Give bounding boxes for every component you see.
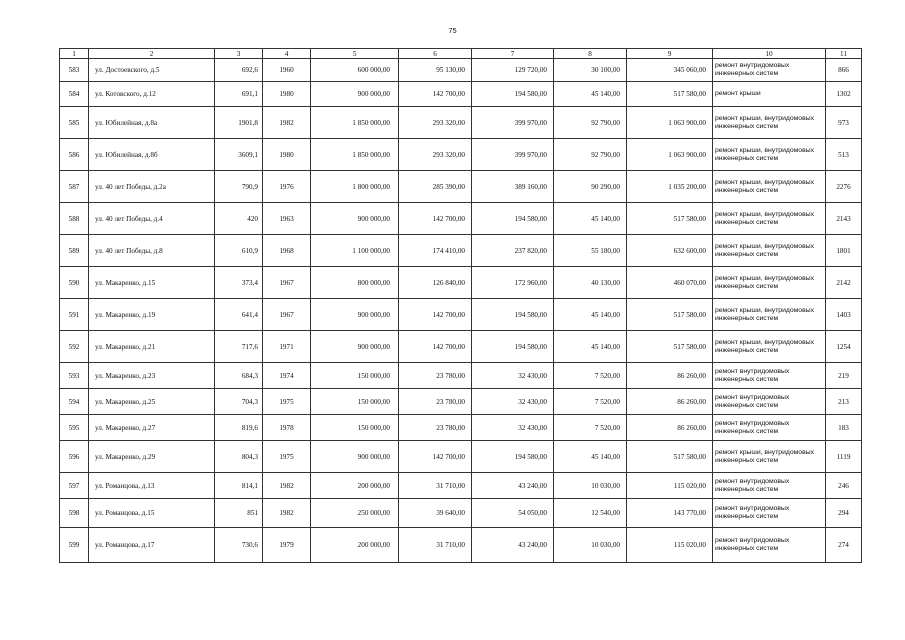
- area-cell: 730,6: [215, 528, 263, 563]
- row-number-cell: 597: [60, 473, 89, 499]
- owners-share-cell: 86 260,00: [627, 363, 713, 389]
- region-share-cell: 399 970,00: [472, 107, 554, 139]
- work-type-cell: ремонт внутридомовых инженерных систем: [713, 415, 826, 441]
- priority-cell: 2276: [826, 171, 862, 203]
- table-row: [60, 528, 862, 563]
- region-share-cell: 32 430,00: [472, 389, 554, 415]
- fund-share-cell: 142 700,00: [399, 203, 472, 235]
- region-share-cell: 129 720,00: [472, 59, 554, 82]
- year-cell: 1975: [263, 389, 311, 415]
- total-cost-cell: 900 000,00: [311, 441, 399, 473]
- work-type-cell: ремонт крыши, внутридомовых инженерных систем: [713, 331, 826, 363]
- fund-share-cell: 39 640,00: [399, 499, 472, 528]
- fund-share-cell: 23 780,00: [399, 415, 472, 441]
- table-row: [60, 267, 862, 299]
- municipal-share-cell: 30 100,00: [554, 59, 627, 82]
- address-cell: ул. Макаренко, д.23: [89, 363, 215, 389]
- priority-cell: 513: [826, 139, 862, 171]
- fund-share-cell: 174 410,00: [399, 235, 472, 267]
- municipal-share-cell: 90 290,00: [554, 171, 627, 203]
- work-type-cell: ремонт внутридомовых инженерных систем: [713, 528, 826, 563]
- area-cell: 804,3: [215, 441, 263, 473]
- total-cost-cell: 900 000,00: [311, 331, 399, 363]
- repair-table: [59, 48, 862, 563]
- work-type-cell: ремонт крыши, внутридомовых инженерных систем: [713, 171, 826, 203]
- address-cell: ул. Макаренко, д.21: [89, 331, 215, 363]
- owners-share-cell: 345 060,00: [627, 59, 713, 82]
- fund-share-cell: 23 780,00: [399, 363, 472, 389]
- total-cost-cell: 600 000,00: [311, 59, 399, 82]
- total-cost-cell: 1 850 000,00: [311, 139, 399, 171]
- fund-share-cell: 23 780,00: [399, 389, 472, 415]
- municipal-share-cell: 92 790,00: [554, 139, 627, 171]
- year-cell: 1967: [263, 299, 311, 331]
- year-cell: 1971: [263, 331, 311, 363]
- fund-share-cell: 142 700,00: [399, 441, 472, 473]
- row-number-cell: 592: [60, 331, 89, 363]
- address-cell: ул. Романцова, д.15: [89, 499, 215, 528]
- owners-share-cell: 86 260,00: [627, 415, 713, 441]
- work-type-cell: ремонт внутридомовых инженерных систем: [713, 389, 826, 415]
- area-cell: 814,1: [215, 473, 263, 499]
- year-cell: 1960: [263, 59, 311, 82]
- total-cost-cell: 900 000,00: [311, 82, 399, 107]
- table-row: [60, 363, 862, 389]
- total-cost-cell: 800 000,00: [311, 267, 399, 299]
- table-row: [60, 441, 862, 473]
- fund-share-cell: 126 840,00: [399, 267, 472, 299]
- area-cell: 819,6: [215, 415, 263, 441]
- owners-share-cell: 1 035 200,00: [627, 171, 713, 203]
- owners-share-cell: 143 770,00: [627, 499, 713, 528]
- owners-share-cell: 1 063 900,00: [627, 139, 713, 171]
- year-cell: 1980: [263, 139, 311, 171]
- table-row: [60, 499, 862, 528]
- column-number-header: 2: [89, 49, 215, 59]
- municipal-share-cell: 7 520,00: [554, 363, 627, 389]
- area-cell: 420: [215, 203, 263, 235]
- address-cell: ул. Макаренко, д.27: [89, 415, 215, 441]
- region-share-cell: 32 430,00: [472, 363, 554, 389]
- row-number-cell: 595: [60, 415, 89, 441]
- priority-cell: 246: [826, 473, 862, 499]
- fund-share-cell: 142 700,00: [399, 331, 472, 363]
- year-cell: 1978: [263, 415, 311, 441]
- total-cost-cell: 200 000,00: [311, 473, 399, 499]
- total-cost-cell: 150 000,00: [311, 415, 399, 441]
- work-type-cell: ремонт крыши, внутридомовых инженерных систем: [713, 235, 826, 267]
- fund-share-cell: 31 710,00: [399, 528, 472, 563]
- priority-cell: 1119: [826, 441, 862, 473]
- year-cell: 1975: [263, 441, 311, 473]
- priority-cell: 2142: [826, 267, 862, 299]
- column-number-header: 5: [311, 49, 399, 59]
- work-type-cell: ремонт внутридомовых инженерных систем: [713, 59, 826, 82]
- fund-share-cell: 293 320,00: [399, 139, 472, 171]
- year-cell: 1968: [263, 235, 311, 267]
- year-cell: 1982: [263, 499, 311, 528]
- work-type-cell: ремонт внутридомовых инженерных систем: [713, 363, 826, 389]
- owners-share-cell: 460 070,00: [627, 267, 713, 299]
- fund-share-cell: 293 320,00: [399, 107, 472, 139]
- region-share-cell: 194 580,00: [472, 203, 554, 235]
- region-share-cell: 389 160,00: [472, 171, 554, 203]
- table-row: [60, 415, 862, 441]
- municipal-share-cell: 45 140,00: [554, 82, 627, 107]
- priority-cell: 294: [826, 499, 862, 528]
- work-type-cell: ремонт крыши, внутридомовых инженерных систем: [713, 441, 826, 473]
- column-number-header: 9: [627, 49, 713, 59]
- row-number-cell: 596: [60, 441, 89, 473]
- priority-cell: 866: [826, 59, 862, 82]
- priority-cell: 973: [826, 107, 862, 139]
- year-cell: 1980: [263, 82, 311, 107]
- fund-share-cell: 31 710,00: [399, 473, 472, 499]
- address-cell: ул. Макаренко, д.19: [89, 299, 215, 331]
- row-number-cell: 589: [60, 235, 89, 267]
- header-row: [60, 49, 862, 59]
- region-share-cell: 237 820,00: [472, 235, 554, 267]
- area-cell: 790,9: [215, 171, 263, 203]
- fund-share-cell: 95 130,00: [399, 59, 472, 82]
- region-share-cell: 54 050,00: [472, 499, 554, 528]
- address-cell: ул. Макаренко, д.25: [89, 389, 215, 415]
- table-row: [60, 331, 862, 363]
- row-number-cell: 585: [60, 107, 89, 139]
- owners-share-cell: 517 580,00: [627, 331, 713, 363]
- year-cell: 1976: [263, 171, 311, 203]
- address-cell: ул. Романцова, д.17: [89, 528, 215, 563]
- total-cost-cell: 1 850 000,00: [311, 107, 399, 139]
- column-number-header: 6: [399, 49, 472, 59]
- work-type-cell: ремонт внутридомовых инженерных систем: [713, 499, 826, 528]
- municipal-share-cell: 12 540,00: [554, 499, 627, 528]
- row-number-cell: 598: [60, 499, 89, 528]
- table-row: [60, 171, 862, 203]
- total-cost-cell: 200 000,00: [311, 528, 399, 563]
- owners-share-cell: 517 580,00: [627, 299, 713, 331]
- priority-cell: 1254: [826, 331, 862, 363]
- address-cell: ул. Макаренко, д.15: [89, 267, 215, 299]
- year-cell: 1982: [263, 473, 311, 499]
- area-cell: 641,4: [215, 299, 263, 331]
- column-number-header: 10: [713, 49, 826, 59]
- row-number-cell: 586: [60, 139, 89, 171]
- area-cell: 373,4: [215, 267, 263, 299]
- priority-cell: 1801: [826, 235, 862, 267]
- priority-cell: 213: [826, 389, 862, 415]
- column-number-header: 7: [472, 49, 554, 59]
- area-cell: 692,6: [215, 59, 263, 82]
- owners-share-cell: 517 580,00: [627, 203, 713, 235]
- row-number-cell: 584: [60, 82, 89, 107]
- total-cost-cell: 150 000,00: [311, 389, 399, 415]
- owners-share-cell: 115 020,00: [627, 528, 713, 563]
- work-type-cell: ремонт крыши, внутридомовых инженерных систем: [713, 203, 826, 235]
- owners-share-cell: 1 063 900,00: [627, 107, 713, 139]
- area-cell: 717,6: [215, 331, 263, 363]
- table-row: [60, 139, 862, 171]
- total-cost-cell: 250 000,00: [311, 499, 399, 528]
- area-cell: 610,9: [215, 235, 263, 267]
- total-cost-cell: 150 000,00: [311, 363, 399, 389]
- address-cell: ул. 40 лет Победы, д.2а: [89, 171, 215, 203]
- area-cell: 691,1: [215, 82, 263, 107]
- owners-share-cell: 86 260,00: [627, 389, 713, 415]
- region-share-cell: 194 580,00: [472, 331, 554, 363]
- owners-share-cell: 517 580,00: [627, 82, 713, 107]
- address-cell: ул. Макаренко, д.29: [89, 441, 215, 473]
- work-type-cell: ремонт крыши, внутридомовых инженерных систем: [713, 267, 826, 299]
- row-number-cell: 590: [60, 267, 89, 299]
- column-number-header: 4: [263, 49, 311, 59]
- table-row: [60, 389, 862, 415]
- municipal-share-cell: 45 140,00: [554, 331, 627, 363]
- fund-share-cell: 285 390,00: [399, 171, 472, 203]
- municipal-share-cell: 40 130,00: [554, 267, 627, 299]
- year-cell: 1982: [263, 107, 311, 139]
- municipal-share-cell: 45 140,00: [554, 299, 627, 331]
- column-number-header: 1: [60, 49, 89, 59]
- area-cell: 851: [215, 499, 263, 528]
- column-number-header: 3: [215, 49, 263, 59]
- address-cell: ул. Юбилейная, д.8б: [89, 139, 215, 171]
- column-number-header: 8: [554, 49, 627, 59]
- work-type-cell: ремонт крыши: [713, 82, 826, 107]
- priority-cell: 274: [826, 528, 862, 563]
- area-cell: 3609,1: [215, 139, 263, 171]
- table-row: [60, 473, 862, 499]
- owners-share-cell: 115 020,00: [627, 473, 713, 499]
- total-cost-cell: 900 000,00: [311, 299, 399, 331]
- priority-cell: 2143: [826, 203, 862, 235]
- row-number-cell: 594: [60, 389, 89, 415]
- table-row: [60, 107, 862, 139]
- municipal-share-cell: 10 030,00: [554, 528, 627, 563]
- region-share-cell: 172 960,00: [472, 267, 554, 299]
- address-cell: ул. Достоевского, д.5: [89, 59, 215, 82]
- address-cell: ул. 40 лет Победы, д.8: [89, 235, 215, 267]
- table-row: [60, 82, 862, 107]
- region-share-cell: 194 580,00: [472, 441, 554, 473]
- area-cell: 1901,8: [215, 107, 263, 139]
- row-number-cell: 599: [60, 528, 89, 563]
- region-share-cell: 194 580,00: [472, 299, 554, 331]
- priority-cell: 1302: [826, 82, 862, 107]
- work-type-cell: ремонт крыши, внутридомовых инженерных систем: [713, 139, 826, 171]
- table-row: [60, 203, 862, 235]
- total-cost-cell: 1 100 000,00: [311, 235, 399, 267]
- area-cell: 704,3: [215, 389, 263, 415]
- municipal-share-cell: 7 520,00: [554, 389, 627, 415]
- work-type-cell: ремонт внутридомовых инженерных систем: [713, 473, 826, 499]
- region-share-cell: 43 240,00: [472, 473, 554, 499]
- fund-share-cell: 142 700,00: [399, 299, 472, 331]
- area-cell: 684,3: [215, 363, 263, 389]
- municipal-share-cell: 45 140,00: [554, 203, 627, 235]
- table-row: [60, 59, 862, 82]
- work-type-cell: ремонт крыши, внутридомовых инженерных систем: [713, 107, 826, 139]
- total-cost-cell: 1 800 000,00: [311, 171, 399, 203]
- region-share-cell: 194 580,00: [472, 82, 554, 107]
- address-cell: ул. 40 лет Победы, д.4: [89, 203, 215, 235]
- fund-share-cell: 142 700,00: [399, 82, 472, 107]
- year-cell: 1963: [263, 203, 311, 235]
- region-share-cell: 32 430,00: [472, 415, 554, 441]
- year-cell: 1979: [263, 528, 311, 563]
- municipal-share-cell: 55 180,00: [554, 235, 627, 267]
- owners-share-cell: 517 580,00: [627, 441, 713, 473]
- priority-cell: 183: [826, 415, 862, 441]
- address-cell: ул. Юбилейная, д.8а: [89, 107, 215, 139]
- address-cell: ул. Котовского, д.12: [89, 82, 215, 107]
- table-row: [60, 299, 862, 331]
- municipal-share-cell: 92 790,00: [554, 107, 627, 139]
- priority-cell: 219: [826, 363, 862, 389]
- municipal-share-cell: 10 030,00: [554, 473, 627, 499]
- municipal-share-cell: 45 140,00: [554, 441, 627, 473]
- page-number: 75: [448, 26, 457, 35]
- table-row: [60, 235, 862, 267]
- year-cell: 1974: [263, 363, 311, 389]
- region-share-cell: 399 970,00: [472, 139, 554, 171]
- owners-share-cell: 632 600,00: [627, 235, 713, 267]
- row-number-cell: 587: [60, 171, 89, 203]
- region-share-cell: 43 240,00: [472, 528, 554, 563]
- row-number-cell: 588: [60, 203, 89, 235]
- total-cost-cell: 900 000,00: [311, 203, 399, 235]
- row-number-cell: 583: [60, 59, 89, 82]
- priority-cell: 1403: [826, 299, 862, 331]
- row-number-cell: 593: [60, 363, 89, 389]
- municipal-share-cell: 7 520,00: [554, 415, 627, 441]
- work-type-cell: ремонт крыши, внутридомовых инженерных систем: [713, 299, 826, 331]
- year-cell: 1967: [263, 267, 311, 299]
- address-cell: ул. Романцова, д.13: [89, 473, 215, 499]
- row-number-cell: 591: [60, 299, 89, 331]
- column-number-header: 11: [826, 49, 862, 59]
